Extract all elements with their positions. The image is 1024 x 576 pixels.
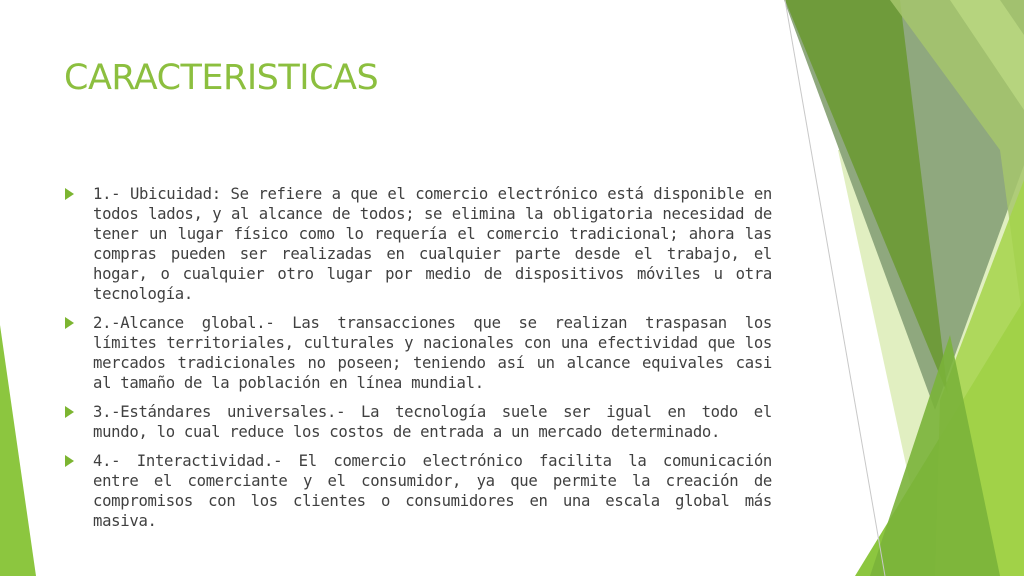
left-accent-shape: [0, 325, 36, 576]
triangle-right-icon: [65, 406, 74, 418]
bullet-item-alcance-global: [63, 313, 772, 393]
bullet-list: [63, 184, 772, 540]
slide-title: CARACTERISTICAS: [64, 58, 379, 98]
bullet-text: 1.- Ubicuidad: Se refiere a que el comercio electrónico está disponible en todos lados, y al alcance de todos; se elimina la obligatoria necesidad de tener un lugar físico como lo requería el comercio tradicional; ahora las compras pueden ser realizadas en cualquier parte desde el trabajo, el hogar, o cualquier otro lugar por medio de dispositivos móviles u otra tecnología.: [93, 185, 772, 303]
bullet-text: 2.-Alcance global.- Las transacciones que se realizan traspasan los límites territoriales, culturales y nacionales con una efectividad que los mercados tradicionales no poseen; teniendo así un alcance equivales casi al tamaño de la población en línea mundial.: [93, 314, 772, 392]
bullet-text: 3.-Estándares universales.- La tecnología suele ser igual en todo el mundo, lo cual reduce los costos de entrada a un mercado determinado.: [93, 403, 772, 441]
bullet-item-estandares-universales: [63, 402, 772, 442]
bullet-item-interactividad: [63, 451, 772, 531]
bullet-text: 4.- Interactividad.- El comercio electrónico facilita la comunicación entre el comerciante y el consumidor, ya que permite la creación de compromisos con los clientes o consumidores en una escala global más masiva.: [93, 452, 772, 530]
triangle-right-icon: [65, 455, 74, 467]
triangle-right-icon: [65, 317, 74, 329]
triangle-right-icon: [65, 188, 74, 200]
bullet-item-ubicuidad: [63, 184, 772, 304]
